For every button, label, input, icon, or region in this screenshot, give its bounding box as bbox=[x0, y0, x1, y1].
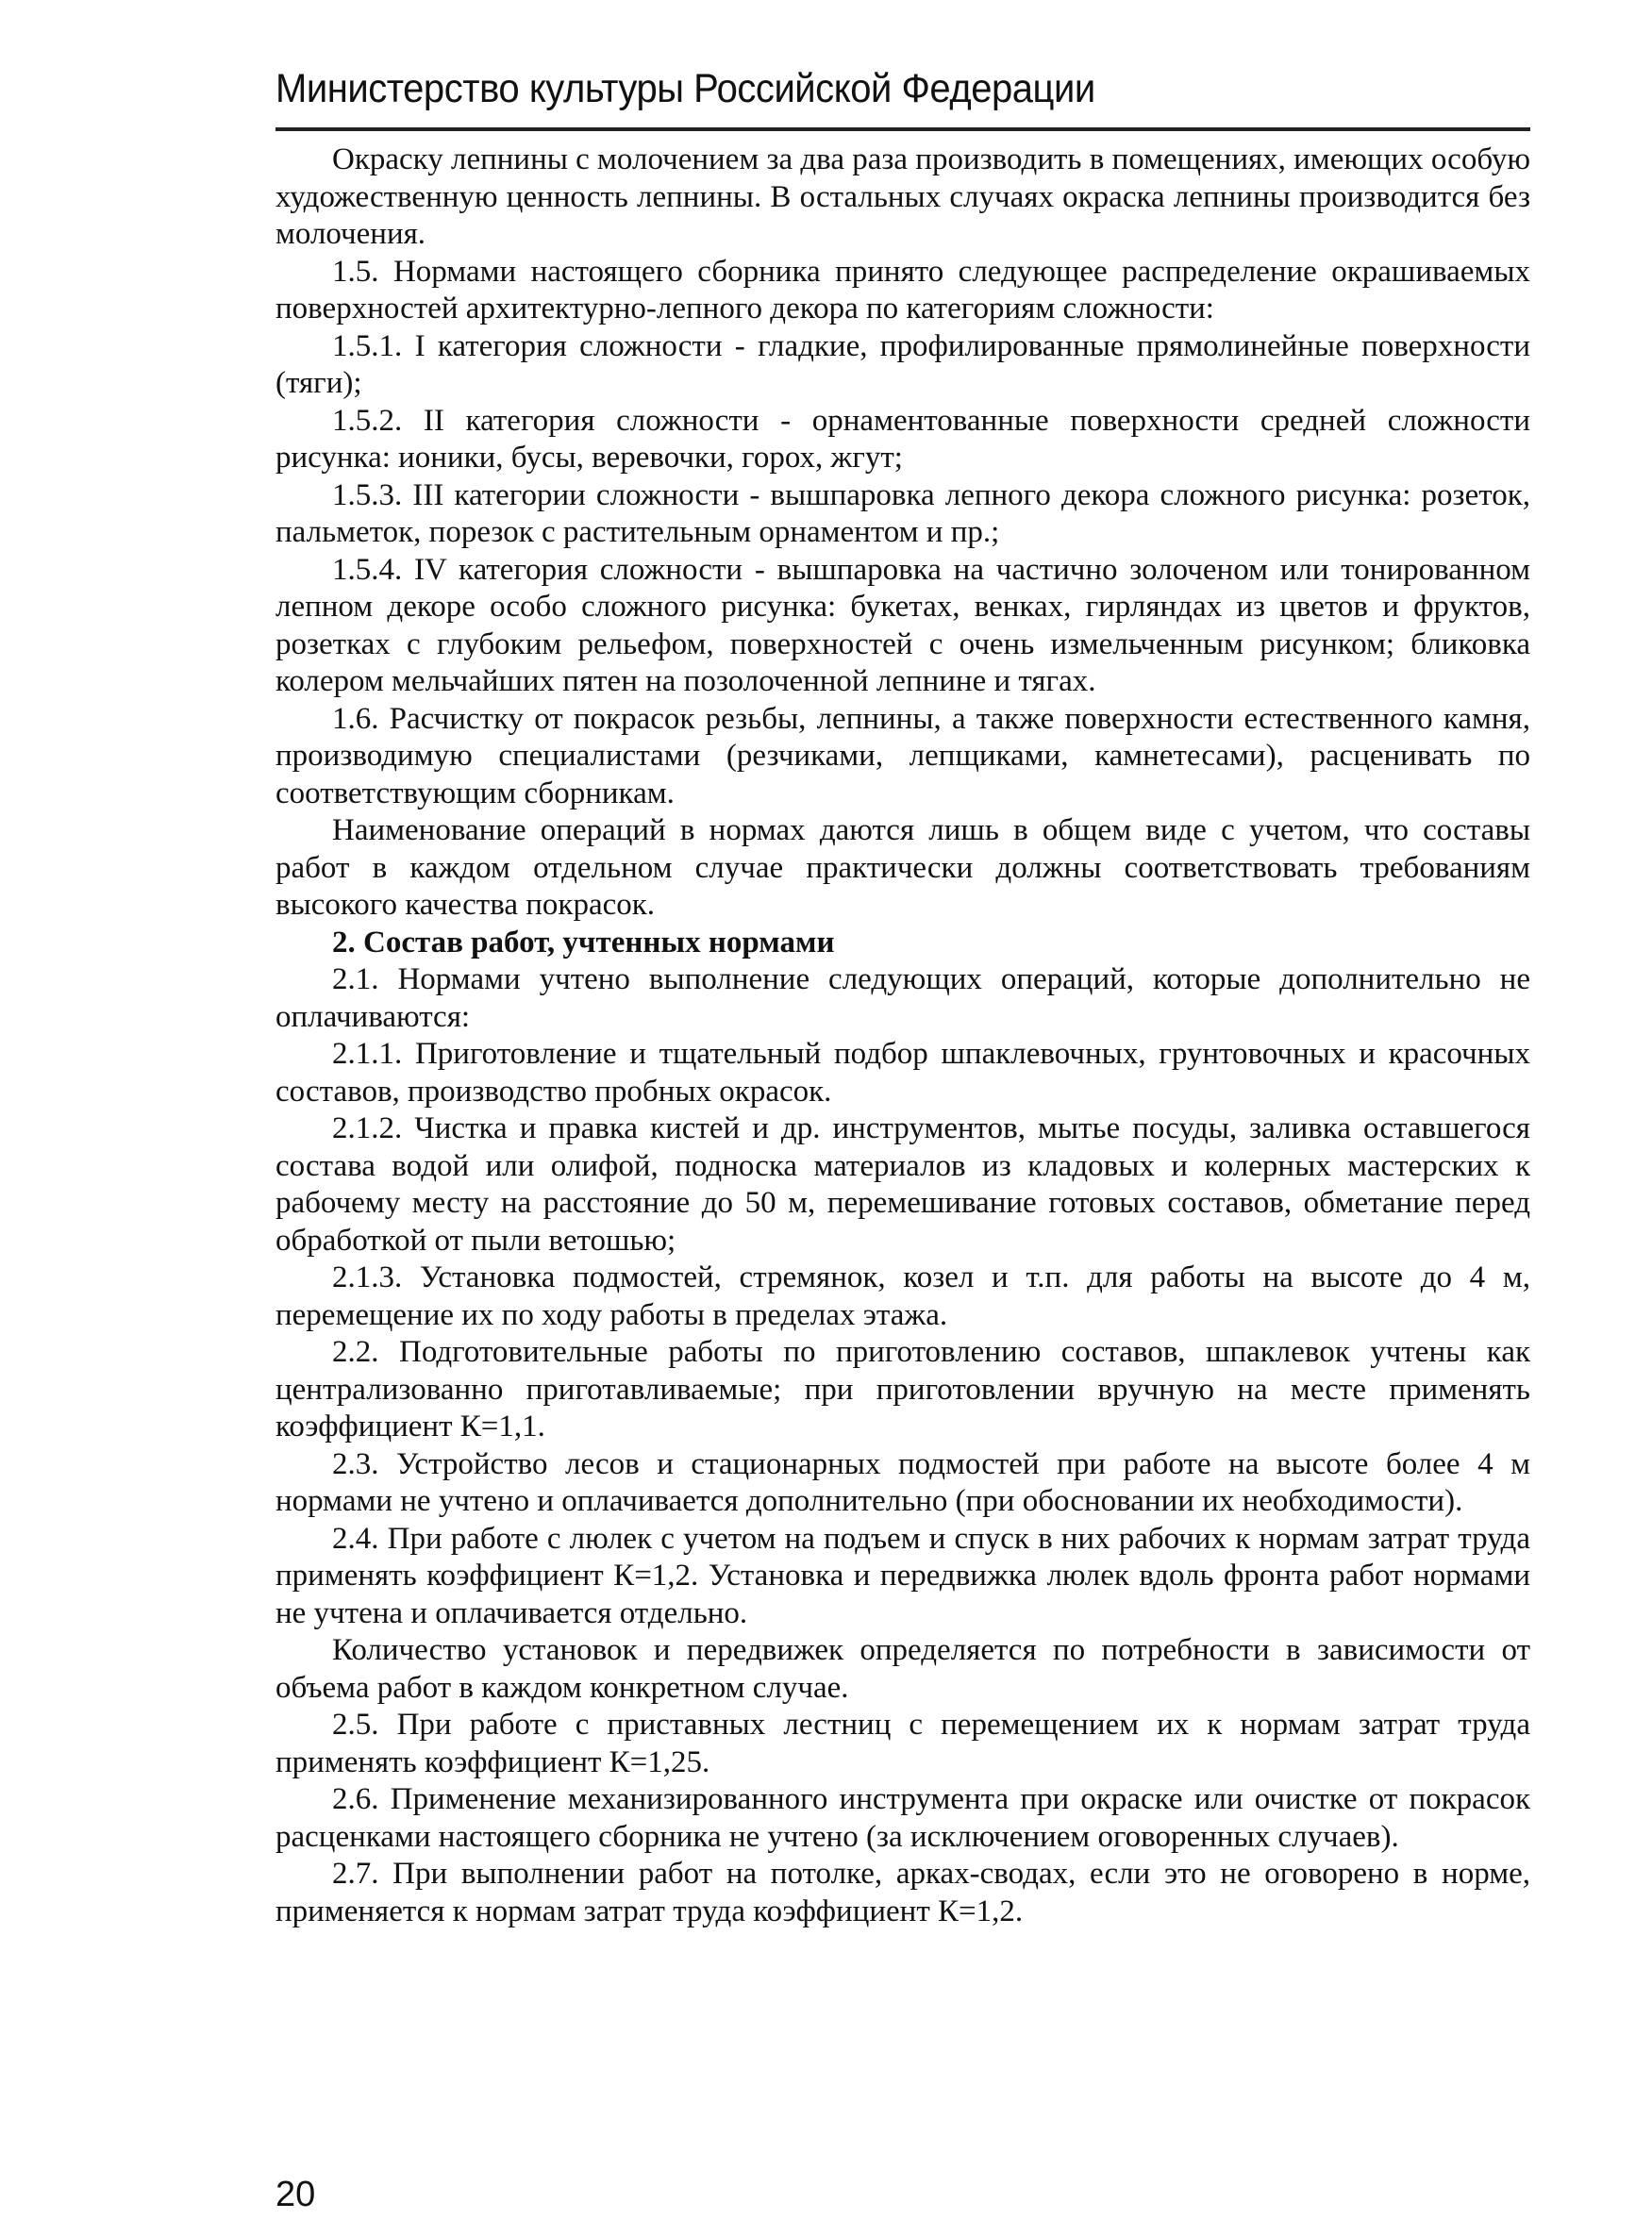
paragraph-2-1-1: 2.1.1. Приготовление и тщательный подбор шпаклевочных, грунтовочных и красочных составов, производство пробных окрасок. bbox=[275, 1037, 1530, 1109]
paragraph-2-1: 2.1. Нормами учтено выполнение следующих операций, которые дополнительно не оплачиваются: bbox=[275, 962, 1530, 1034]
paragraph-2-5: 2.5. При работе с приставных лестниц с перемещением их к нормам затрат труда применять коэффициент К=1,25. bbox=[275, 1708, 1530, 1779]
paragraph-2-1-2: 2.1.2. Чистка и правка кистей и др. инструментов, мытье посуды, заливка оставшегося состава водой или олифой, подноска материалов из кладовых и колерных мастерских к рабочему месту на расстояние до 50 м, перемешивание готовых составов, обметание перед обработкой от пыли ветошью; bbox=[275, 1111, 1530, 1258]
body-text bbox=[275, 142, 1530, 1930]
paragraph-2-4: 2.4. При работе с люлек с учетом на подъем и спуск в них рабочих к нормам затрат труда применять коэффициент К=1,2. Установка и передвижка люлек вдоль фронта работ нормами не учтена и оплачивается отдельно. bbox=[275, 1521, 1530, 1630]
paragraph-painting-note: Окраску лепнины с молочением за два раза производить в помещениях, имеющих особую художественную ценность лепнины. В остальных случаях окраска лепнины производится без молочения. bbox=[275, 142, 1531, 251]
page-number: 20 bbox=[275, 2175, 316, 2214]
paragraph-1-5-2: 1.5.2. II категория сложности - орнаментованные поверхности средней сложности рисунка: ионики, бусы, веревочки, горох, жгут; bbox=[275, 403, 1530, 475]
header-rule bbox=[275, 127, 1530, 131]
paragraph-2-3: 2.3. Устройство лесов и стационарных подмостей при работе на высоте более 4 м нормами не учтено и оплачивается дополнительно (при обосновании их необходимости). bbox=[275, 1446, 1530, 1518]
paragraph-2-2: 2.2. Подготовительные работы по приготовлению составов, шпаклевок учтены как централизованно приготавливаемые; при приготовлении вручную на месте применять коэффициент К=1,1. bbox=[275, 1335, 1530, 1443]
paragraph-1-6: 1.6. Расчистку от покрасок резьбы, лепнины, а также поверхности естественного камня, производимую специалистами (резчиками, лепщиками, камнетесами), расценивать по соответствующим сборникам. bbox=[275, 701, 1530, 810]
paragraph-2-7: 2.7. При выполнении работ на потолке, арках-сводах, если это не оговорено в норме, применяется к нормам затрат труда коэффициент К=1,2. bbox=[275, 1857, 1530, 1928]
paragraph-1-5: 1.5. Нормами настоящего сборника принято следующее распределение окрашиваемых поверхностей архитектурно-лепного декора по категориям сложности: bbox=[275, 254, 1530, 325]
paragraph-installations-note: Количество установок и передвижек определяется по потребности в зависимости от объема работ в каждом конкретном случае. bbox=[275, 1633, 1530, 1705]
paragraph-2-1-3: 2.1.3. Установка подмостей, стремянок, козел и т.п. для работы на высоте до 4 м, перемещение их по ходу работы в пределах этажа. bbox=[275, 1260, 1530, 1332]
paragraph-1-5-1: 1.5.1. I категория сложности - гладкие, профилированные прямолинейные поверхности (тяги); bbox=[275, 328, 1530, 400]
section-heading-2: 2. Состав работ, учтенных нормами bbox=[332, 925, 835, 959]
paragraph-operations-note: Наименование операций в нормах даются лишь в общем виде с учетом, что составы работ в каждом отдельном случае практически должны соответствовать требованиям высокого качества покрасок. bbox=[275, 813, 1530, 922]
running-header: Министерство культуры Российской Федерации bbox=[275, 66, 1095, 111]
paragraph-1-5-4: 1.5.4. IV категория сложности - вышпаровка на частично золоченом или тонированном лепном декоре особо сложного рисунка: букетах, венках, гирляндах из цветов и фруктов, розетках с глубоким рельефом, поверхностей с очень измельченным рисунком; бликовка колером мельчайших пятен на позолоченной лепнине и тягах. bbox=[275, 552, 1530, 698]
paragraph-1-5-3: 1.5.3. III категории сложности - вышпаровка лепного декора сложного рисунка: розеток, пальметок, порезок с растительным орнаментом и пр.; bbox=[275, 477, 1530, 549]
paragraph-2-6: 2.6. Применение механизированного инструмента при окраске или очистке от покрасок расценками настоящего сборника не учтено (за исключением оговоренных случаев). bbox=[275, 1782, 1530, 1854]
